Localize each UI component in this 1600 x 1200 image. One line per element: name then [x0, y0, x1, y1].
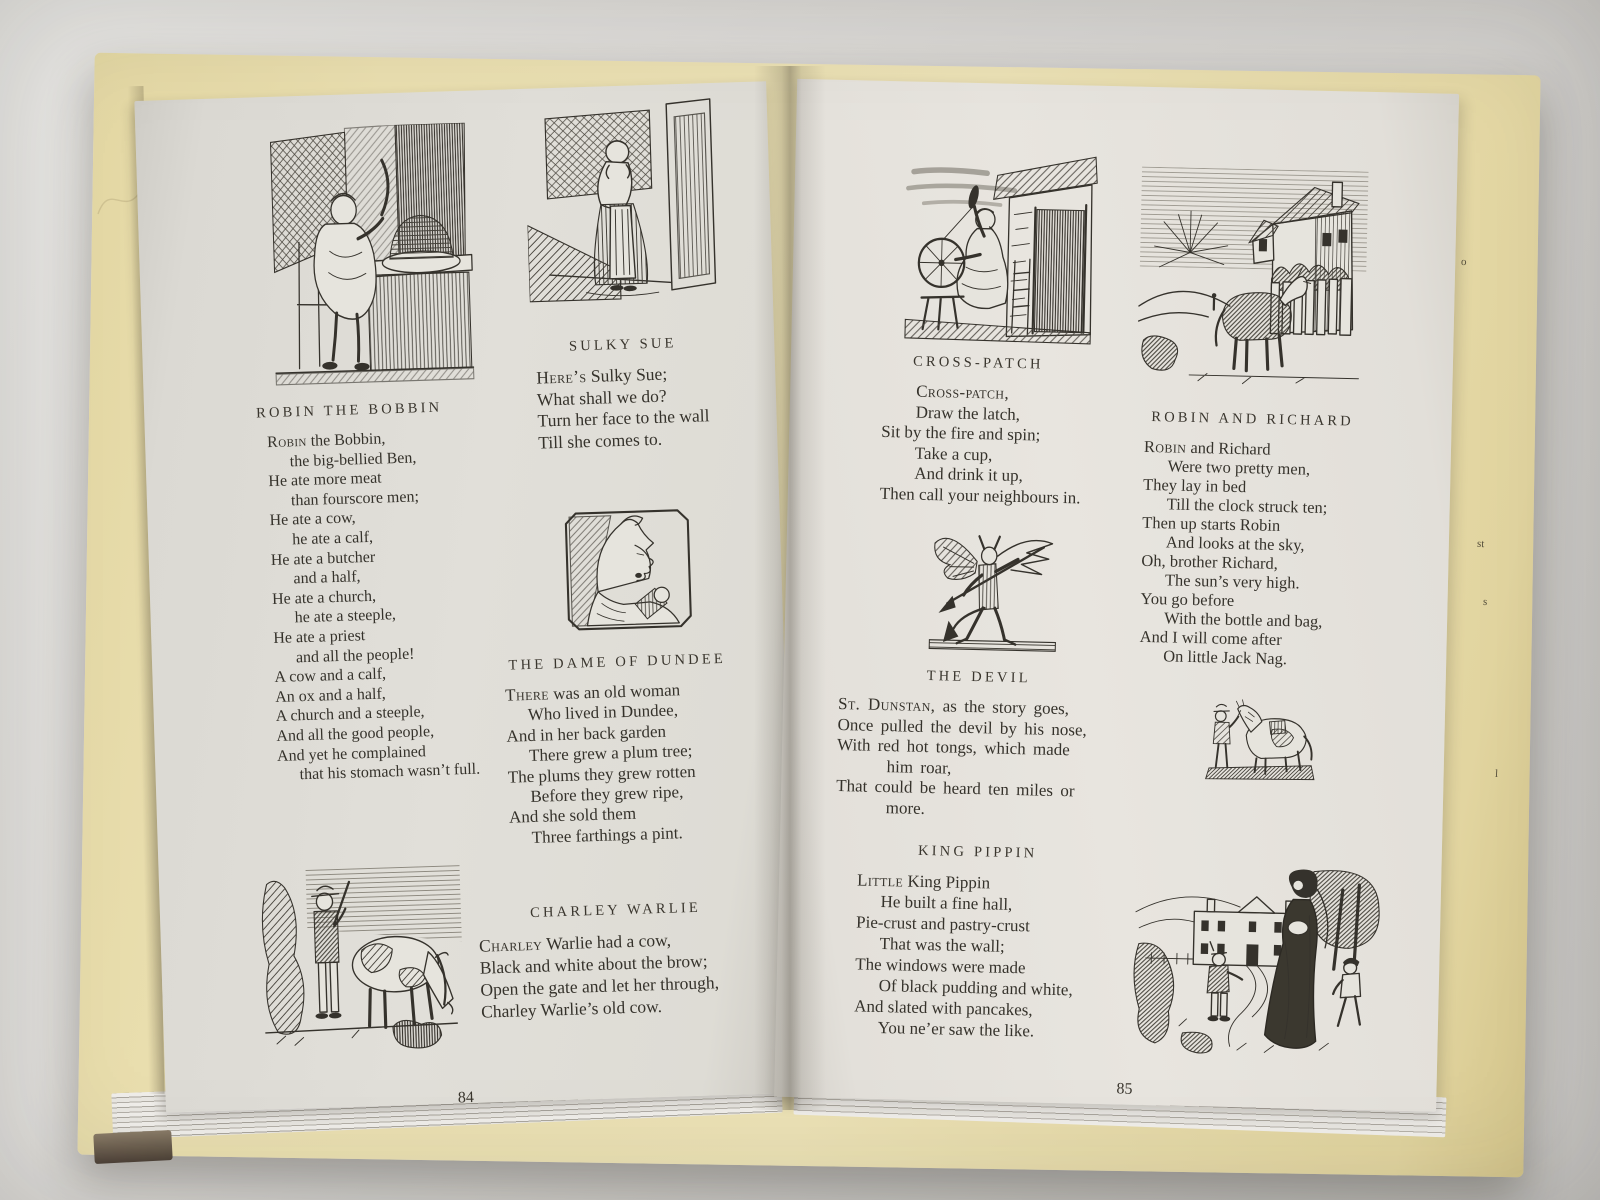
poem-line: He ate a butcher	[270, 548, 376, 569]
woman-at-spinning-wheel-woodcut	[901, 147, 1099, 347]
jacket-edge-text-fragment: l	[1494, 767, 1499, 781]
poem-line: And she sold them	[508, 804, 637, 828]
horse-by-cottage-sunrise-illustration	[1135, 165, 1370, 396]
poem-title: THE DAME OF DUNDEE	[508, 650, 727, 674]
poem-line: And yet he complained	[276, 742, 427, 765]
poem-line: Robin and Richard	[1143, 436, 1271, 459]
poem-line: Open the gate and let her through,	[480, 972, 720, 1000]
poem-line: Three farthings a pint.	[531, 823, 683, 847]
poem-line: St. Dunstan, as the story goes,	[837, 693, 1070, 719]
poem-charley-warlie	[478, 898, 757, 1023]
poem-line: With the bottle and bag,	[1163, 608, 1323, 631]
poem-line: What shall we do?	[536, 385, 667, 410]
poem-title: SULKY SUE	[568, 335, 677, 355]
poem-line: Charley Warlie’s old cow.	[480, 996, 663, 1022]
poem-line: Were two pretty men,	[1167, 456, 1311, 479]
old-dame-portrait-illustration	[550, 499, 706, 640]
poem-line: Robin the Bobbin,	[266, 430, 386, 452]
poem-line: He ate more meat	[268, 469, 382, 491]
poem-line: more.	[885, 798, 926, 818]
girl-facing-wall-illustration	[524, 97, 719, 315]
poem-line: With red hot tongs, which made	[836, 735, 1071, 760]
man-and-grazing-cow-woodcut	[254, 863, 466, 1061]
poem-line: Little King Pippin	[856, 870, 991, 893]
poem-line: Take a cup,	[914, 443, 993, 464]
poem-line: Here’s Sulky Sue;	[535, 363, 668, 388]
poem-line: They lay in bed	[1142, 474, 1247, 497]
man-carving-feast-illustration	[263, 123, 477, 389]
jacket-edge-text-fragment: st	[1476, 537, 1485, 551]
poem-line: On little Jack Nag.	[1163, 646, 1288, 669]
poem-title: CHARLEY WARLIE	[529, 899, 702, 922]
poem-line: You ne’er saw the like.	[877, 1017, 1035, 1041]
poem-robin-the-bobbin	[199, 398, 511, 788]
cover-board-edge	[93, 1130, 172, 1164]
poem-line: Pie-crust and pastry-crust	[855, 912, 1031, 936]
poem-line: There was an old woman	[504, 680, 681, 705]
poem-line: A church and a steeple,	[275, 703, 425, 726]
poem-line: That was the wall;	[879, 933, 1005, 956]
poem-line: Before they grew ripe,	[530, 782, 684, 807]
poem-line: him roar,	[886, 756, 952, 778]
poem-line: Once pulled the devil by his nose,	[837, 714, 1088, 740]
poem-line: And drink it up,	[914, 463, 1024, 486]
old-dame-portrait-woodcut	[550, 499, 706, 640]
poem-line: Cross-patch,	[915, 381, 1010, 403]
poem-line: An ox and a half,	[274, 685, 387, 706]
poem-line: Of black pudding and white,	[878, 975, 1073, 1000]
poem-line: Till she comes to.	[537, 428, 663, 453]
horse-by-cottage-sunrise-woodcut	[1135, 165, 1370, 396]
poem-line: Oh, brother Richard,	[1141, 550, 1279, 573]
girl-facing-wall-woodcut	[524, 97, 719, 315]
jacket-edge-text-fragment: s	[1482, 595, 1488, 609]
woman-at-spinning-wheel-illustration	[901, 147, 1099, 347]
poem-robin-and-richard	[1127, 409, 1373, 670]
poem-title: ROBIN AND RICHARD	[1151, 409, 1355, 430]
tall-lady-and-boys-landscape-woodcut	[1127, 859, 1383, 1061]
poem-line: A cow and a calf,	[274, 665, 387, 687]
man-carving-feast-woodcut	[263, 123, 477, 389]
poem-line: the big-bellied Ben,	[289, 449, 417, 471]
man-leading-horse-woodcut	[1196, 694, 1320, 789]
poem-line: and a half,	[293, 568, 361, 588]
winged-devil-illustration	[922, 510, 1063, 663]
poem-line: That could be heard ten miles or	[836, 776, 1075, 801]
jacket-edge-text-fragment: o	[1460, 255, 1467, 269]
left-page-84	[134, 81, 797, 1112]
poem-line: And I will come after	[1139, 626, 1282, 650]
poem-the-devil	[836, 666, 1119, 824]
poem-line: The sun’s very high.	[1164, 570, 1300, 593]
poem-line: than fourscore men;	[290, 488, 420, 510]
poem-line: Sit by the fire and spin;	[881, 421, 1041, 445]
poem-sulky-sue	[520, 334, 728, 454]
man-and-grazing-cow-illustration	[254, 863, 466, 1061]
poem-line: And slated with pancakes,	[854, 996, 1033, 1020]
poem-line: Then call your neighbours in.	[879, 483, 1081, 507]
poem-line: He ate a priest	[273, 627, 366, 647]
poem-line: The windows were made	[854, 954, 1026, 978]
poem-line: There grew a plum tree;	[528, 741, 693, 766]
poem-title: CROSS-PATCH	[912, 353, 1044, 373]
poem-king-pippin	[854, 841, 1098, 1042]
poem-line: Then up starts Robin	[1142, 512, 1281, 535]
poem-title: KING PIPPIN	[917, 842, 1038, 862]
poem-line: And in her back garden	[506, 721, 667, 746]
poem-line: Black and white about the brow;	[479, 950, 708, 978]
poem-dame-of-dundee	[492, 650, 748, 849]
page-number-left: 84	[457, 1088, 475, 1107]
page-number-right: 85	[1116, 1080, 1133, 1098]
poem-line: He built a fine hall,	[880, 892, 1013, 914]
poem-line: Till the clock struck ten;	[1166, 494, 1328, 518]
poem-line: he ate a calf,	[291, 528, 374, 549]
poem-line: The plums they grew rotten	[507, 761, 696, 787]
poem-line: And all the good people,	[276, 722, 435, 745]
poem-line: he ate a steeple,	[294, 606, 397, 627]
poem-line: Who lived in Dundee,	[527, 700, 679, 725]
poem-line: He ate a church,	[271, 587, 377, 608]
poem-line: And looks at the sky,	[1165, 532, 1305, 555]
right-page-85	[774, 79, 1459, 1112]
poem-line: You go before	[1140, 588, 1235, 610]
poem-line: Turn her face to the wall	[537, 405, 710, 431]
poem-line: Charley Warlie had a cow,	[478, 929, 672, 956]
poem-cross-patch	[873, 353, 1081, 509]
poem-title: ROBIN THE BOBBIN	[255, 399, 443, 422]
tall-lady-and-boys-landscape-illustration	[1127, 859, 1383, 1061]
poem-title: THE DEVIL	[926, 667, 1031, 687]
poem-line: He ate a cow,	[269, 509, 356, 530]
poem-line: that his stomach wasn’t full.	[299, 760, 481, 784]
winged-devil-with-spear-woodcut	[922, 510, 1063, 663]
poem-line: Draw the latch,	[915, 402, 1021, 424]
man-leading-horse-illustration	[1196, 694, 1320, 789]
poem-line: and all the people!	[295, 645, 415, 666]
